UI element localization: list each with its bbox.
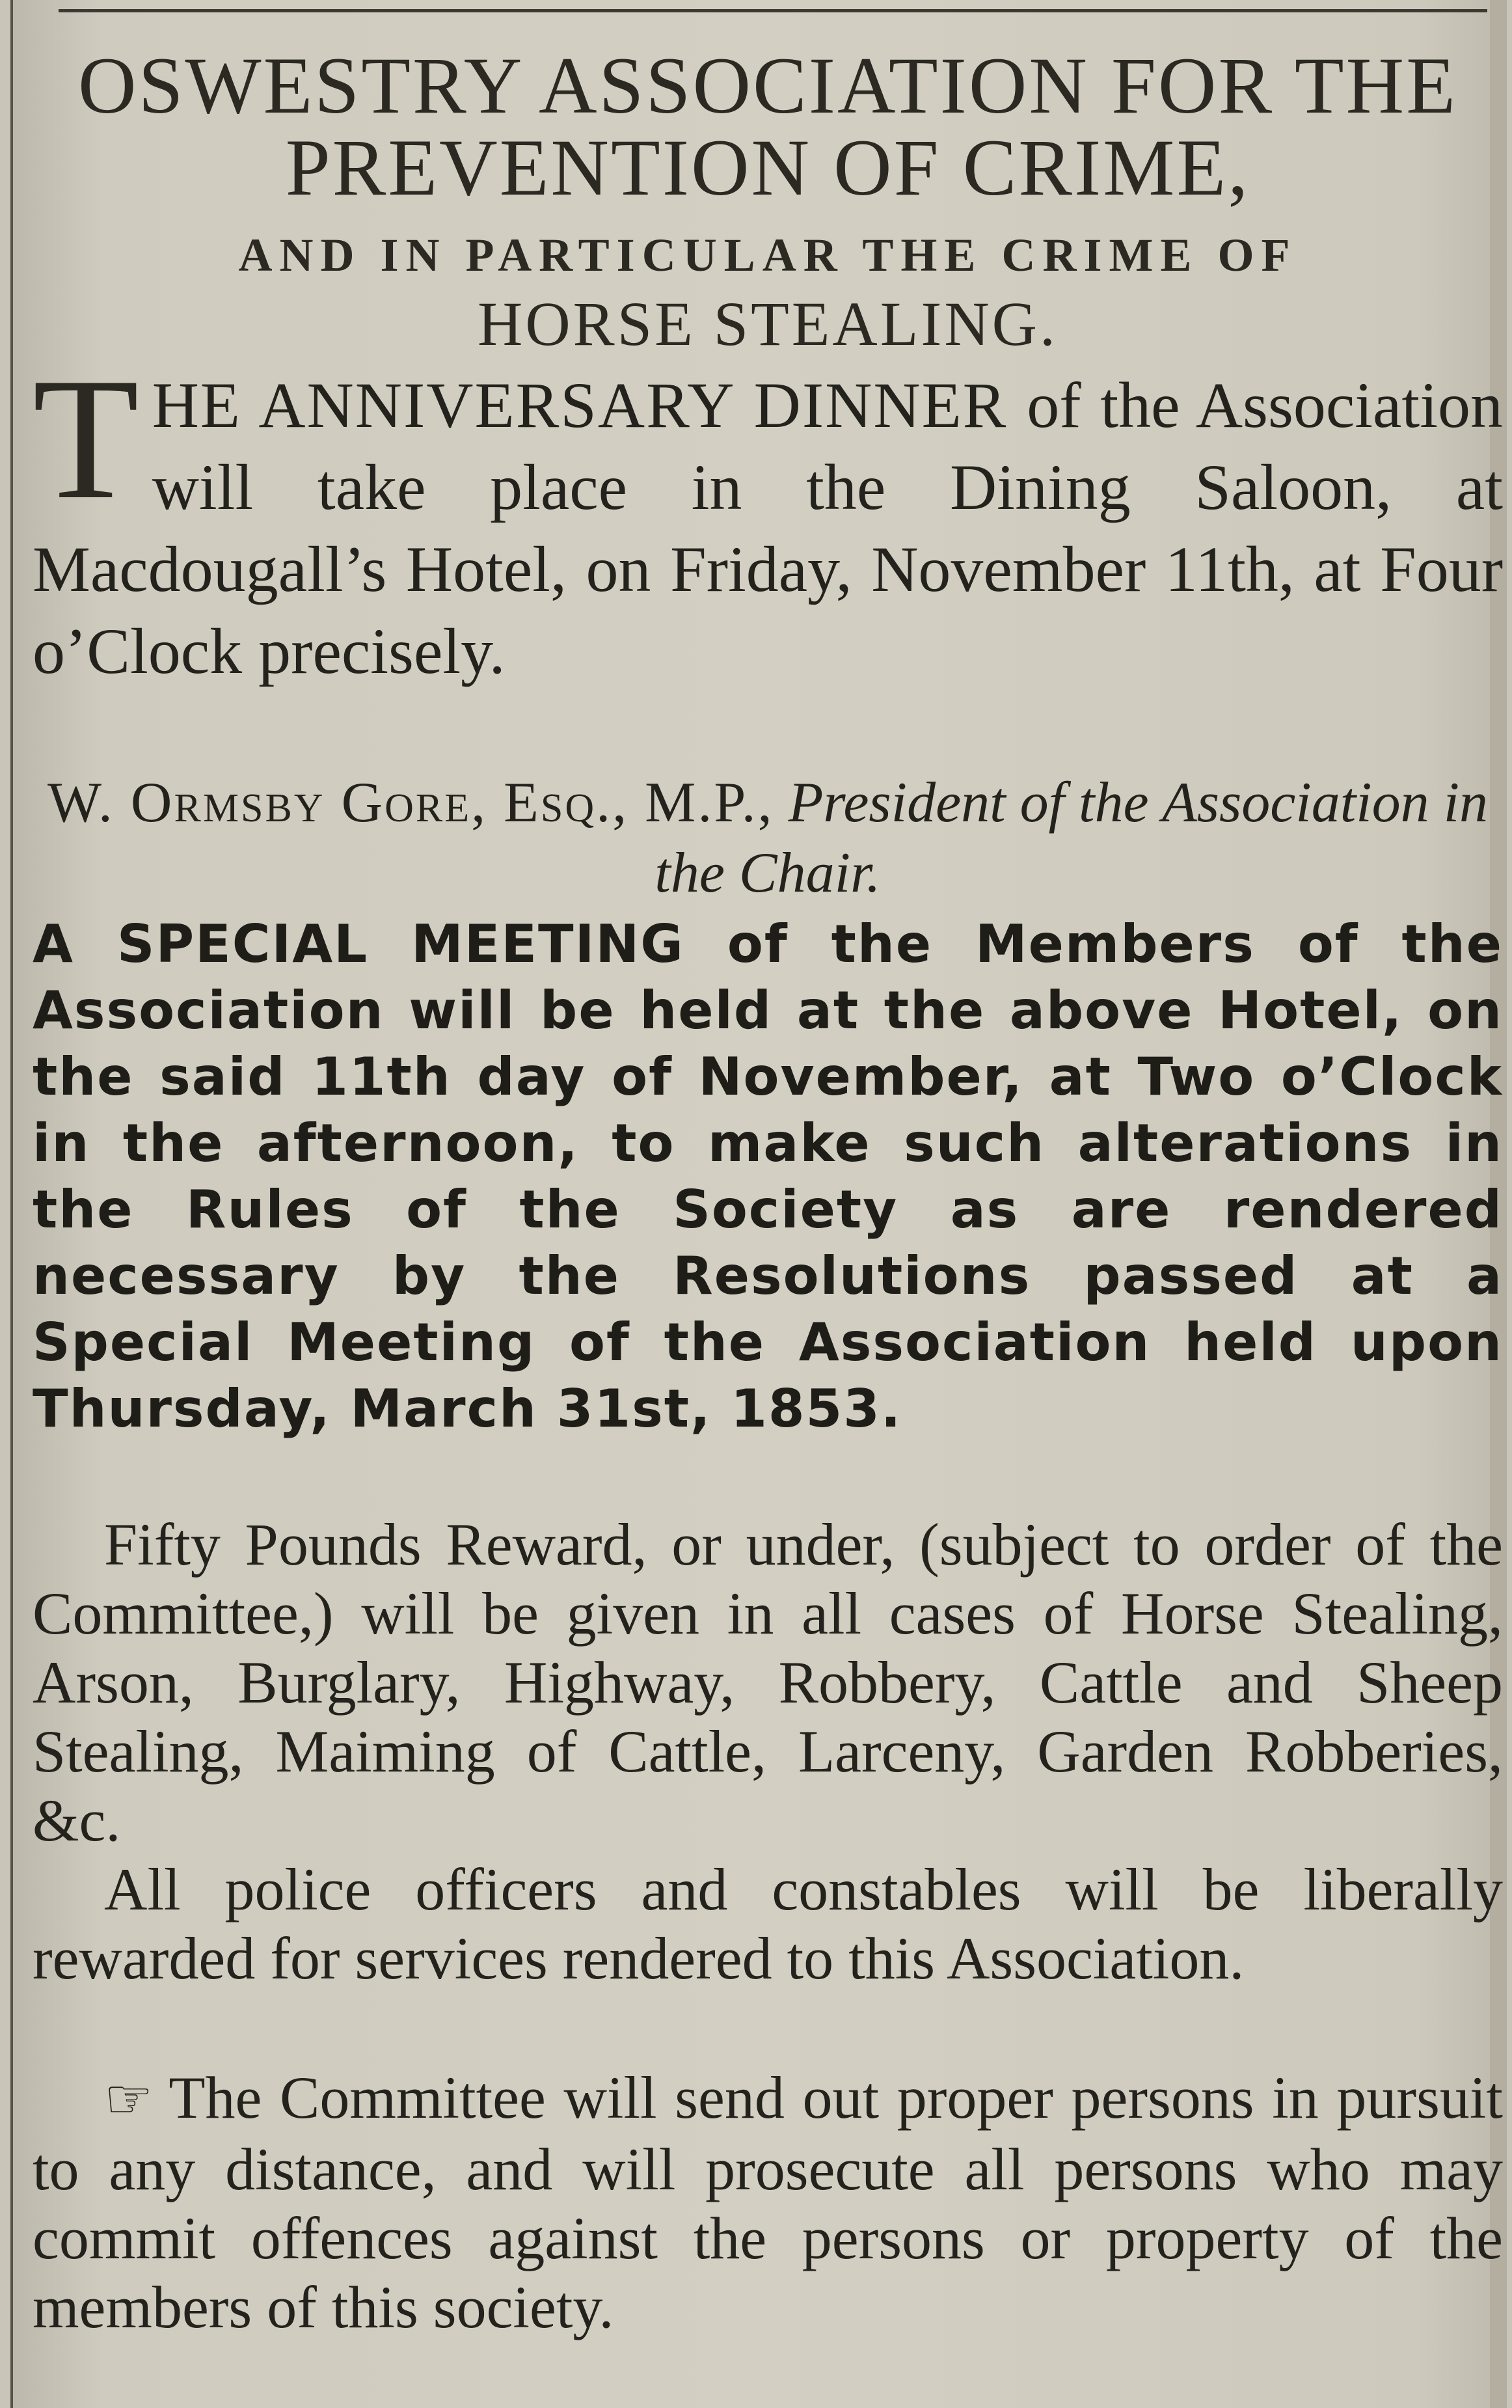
dinner-paragraph	[33, 342, 1503, 692]
police-paragraph: All police officers and constables will be liberally rewarded for services rendered to this Association.	[33, 1856, 1503, 1991]
committee-text: The Committee will send out proper persons in pursuit to any distance, and will prosecute all persons who may commit offences against the persons or property of the members of this society.	[33, 2064, 1503, 2340]
president-line	[33, 768, 1503, 909]
newspaper-column	[10, 0, 1507, 2408]
dinner-lead: HE ANNIVERSARY DINNER	[152, 369, 1008, 441]
top-rule	[59, 9, 1487, 12]
president-name: W. Ormsby Gore, Esq., M.P.,	[47, 771, 774, 834]
heading-line-2: PREVENTION OF CRIME,	[285, 123, 1250, 212]
meeting-paragraph: A SPECIAL MEETING of the Members of the Association will be held at the above Hotel, on the said 11th day of November, at Two o’Clock in the afternoon, to make such alterations in the Rules of the Society as are rendered necessary by the Resolutions passed at a Special Meeting of the Association held upon Thursday, March 31st, 1853.	[33, 914, 1503, 1439]
heading-line-4: HORSE STEALING.	[478, 289, 1058, 359]
pointing-hand-icon: ☞	[104, 2070, 154, 2130]
committee-paragraph	[33, 2063, 1503, 2342]
drop-cap: T	[33, 342, 139, 535]
president-role: President of the Association in the Chair.	[655, 771, 1489, 905]
dinner-text: of the Association will take place in the Dining Saloon, at Macdougall’s Hotel, on Friday, November 11th, at Four o’Clock precisely.	[33, 369, 1503, 687]
heading-line-1: OSWESTRY ASSOCIATION FOR THE	[78, 41, 1457, 130]
reward-paragraph: Fifty Pounds Reward, or under, (subject to order of the Committee,) will be given in all cases of Horse Stealing, Arson, Burglary, Highway, Robbery, Cattle and Sheep Stealing, Maiming of Cattle, Larceny, Garden Robberies, &c.	[33, 1511, 1503, 1854]
heading-line-3: AND IN PARTICULAR THE CRIME OF	[238, 229, 1297, 281]
